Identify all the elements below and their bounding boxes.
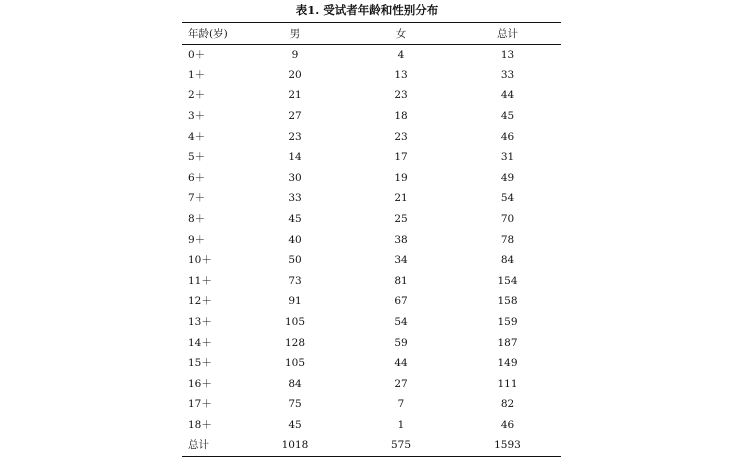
cell-total: 1593 xyxy=(454,436,561,457)
cell-female: 19 xyxy=(394,171,408,184)
cell-age: 5＋ xyxy=(188,151,206,164)
cell-age: 13＋ xyxy=(188,316,212,329)
cell-female: 54 xyxy=(394,316,408,329)
table-row xyxy=(182,209,561,230)
table-header xyxy=(182,23,561,45)
cell-total: 154 xyxy=(497,274,518,287)
cell-age: 8＋ xyxy=(188,213,206,226)
cell-age: 0＋ xyxy=(188,48,206,61)
cell-age: 总计 xyxy=(182,436,242,457)
cell-female: 1 xyxy=(397,418,405,431)
cell-total: 82 xyxy=(500,398,515,411)
cell-total: 44 xyxy=(500,89,515,102)
cell-male: 91 xyxy=(288,295,302,308)
cell-total: 70 xyxy=(500,213,515,226)
cell-total: 149 xyxy=(497,357,518,370)
cell-total: 45 xyxy=(500,110,515,123)
table-row xyxy=(182,127,561,148)
cell-age: 18＋ xyxy=(188,418,212,431)
cell-total: 46 xyxy=(500,130,515,143)
table-row xyxy=(182,189,561,210)
cell-male: 73 xyxy=(288,274,302,287)
cell-female: 21 xyxy=(394,192,408,205)
cell-age: 2＋ xyxy=(188,89,206,102)
cell-female: 7 xyxy=(397,398,405,411)
header-male: 男 xyxy=(242,23,348,45)
cell-age: 7＋ xyxy=(188,192,206,205)
cell-age: 15＋ xyxy=(188,357,212,370)
table-row xyxy=(182,374,561,395)
cell-male: 9 xyxy=(291,48,299,61)
cell-total: 187 xyxy=(497,336,518,349)
table-body xyxy=(182,45,561,457)
table-row xyxy=(182,147,561,168)
cell-male: 45 xyxy=(288,213,302,226)
cell-female: 25 xyxy=(394,213,408,226)
cell-female: 575 xyxy=(348,436,454,457)
cell-total: 111 xyxy=(497,377,518,390)
cell-age: 16＋ xyxy=(188,377,212,390)
cell-male: 45 xyxy=(288,418,302,431)
cell-male: 105 xyxy=(284,357,306,370)
cell-total: 78 xyxy=(500,233,515,246)
cell-male: 105 xyxy=(284,316,306,329)
table-row xyxy=(182,250,561,271)
cell-total: 31 xyxy=(500,151,515,164)
table-row xyxy=(182,395,561,416)
cell-male: 21 xyxy=(288,89,302,102)
total-row xyxy=(182,436,561,457)
cell-female: 67 xyxy=(394,295,408,308)
cell-female: 59 xyxy=(394,336,408,349)
cell-male: 30 xyxy=(288,171,302,184)
cell-age: 9＋ xyxy=(188,233,206,246)
cell-female: 4 xyxy=(397,48,405,61)
cell-female: 27 xyxy=(394,377,408,390)
cell-total: 46 xyxy=(500,418,515,431)
header-total: 总计 xyxy=(454,23,561,45)
cell-female: 38 xyxy=(394,233,408,246)
cell-female: 13 xyxy=(394,68,408,81)
header-age: 年龄(岁) xyxy=(182,23,242,45)
cell-male: 27 xyxy=(288,110,302,123)
cell-age: 10＋ xyxy=(188,254,212,267)
cell-age: 1＋ xyxy=(188,68,206,81)
cell-female: 44 xyxy=(394,357,408,370)
table-row xyxy=(182,106,561,127)
table-row xyxy=(182,168,561,189)
cell-age: 4＋ xyxy=(188,130,206,143)
cell-male: 75 xyxy=(288,398,302,411)
cell-male: 1018 xyxy=(242,436,348,457)
table-row xyxy=(182,292,561,313)
cell-female: 18 xyxy=(394,110,408,123)
table-row xyxy=(182,353,561,374)
cell-age: 17＋ xyxy=(188,398,212,411)
cell-female: 23 xyxy=(394,130,408,143)
cell-total: 33 xyxy=(500,68,515,81)
cell-age: 3＋ xyxy=(188,110,206,123)
cell-male: 40 xyxy=(288,233,302,246)
cell-total: 49 xyxy=(500,171,515,184)
cell-male: 50 xyxy=(288,254,302,267)
cell-male: 128 xyxy=(284,336,306,349)
cell-total: 13 xyxy=(500,48,515,61)
table-row xyxy=(182,45,561,66)
cell-age: 14＋ xyxy=(188,336,212,349)
age-sex-distribution-table xyxy=(182,22,561,457)
cell-age: 11＋ xyxy=(188,274,212,287)
cell-male: 84 xyxy=(288,377,302,390)
cell-female: 34 xyxy=(394,254,408,267)
cell-male: 14 xyxy=(288,151,302,164)
cell-total: 84 xyxy=(500,254,515,267)
table-row xyxy=(182,333,561,354)
cell-male: 20 xyxy=(288,68,302,81)
table-row xyxy=(182,86,561,107)
table-row xyxy=(182,271,561,292)
cell-total: 158 xyxy=(497,295,518,308)
cell-age: 6＋ xyxy=(188,171,206,184)
cell-total: 159 xyxy=(497,316,518,329)
table-row xyxy=(182,230,561,251)
cell-female: 17 xyxy=(394,151,408,164)
cell-male: 23 xyxy=(288,130,302,143)
header-row xyxy=(182,23,561,45)
header-female: 女 xyxy=(348,23,454,45)
table-caption: 表1. 受试者年龄和性别分布 xyxy=(295,3,439,17)
cell-female: 23 xyxy=(394,89,408,102)
cell-age: 12＋ xyxy=(188,295,212,308)
table-row xyxy=(182,415,561,436)
table-row xyxy=(182,65,561,86)
table-row xyxy=(182,312,561,333)
cell-male: 33 xyxy=(288,192,302,205)
cell-female: 81 xyxy=(394,274,408,287)
cell-total: 54 xyxy=(500,192,515,205)
